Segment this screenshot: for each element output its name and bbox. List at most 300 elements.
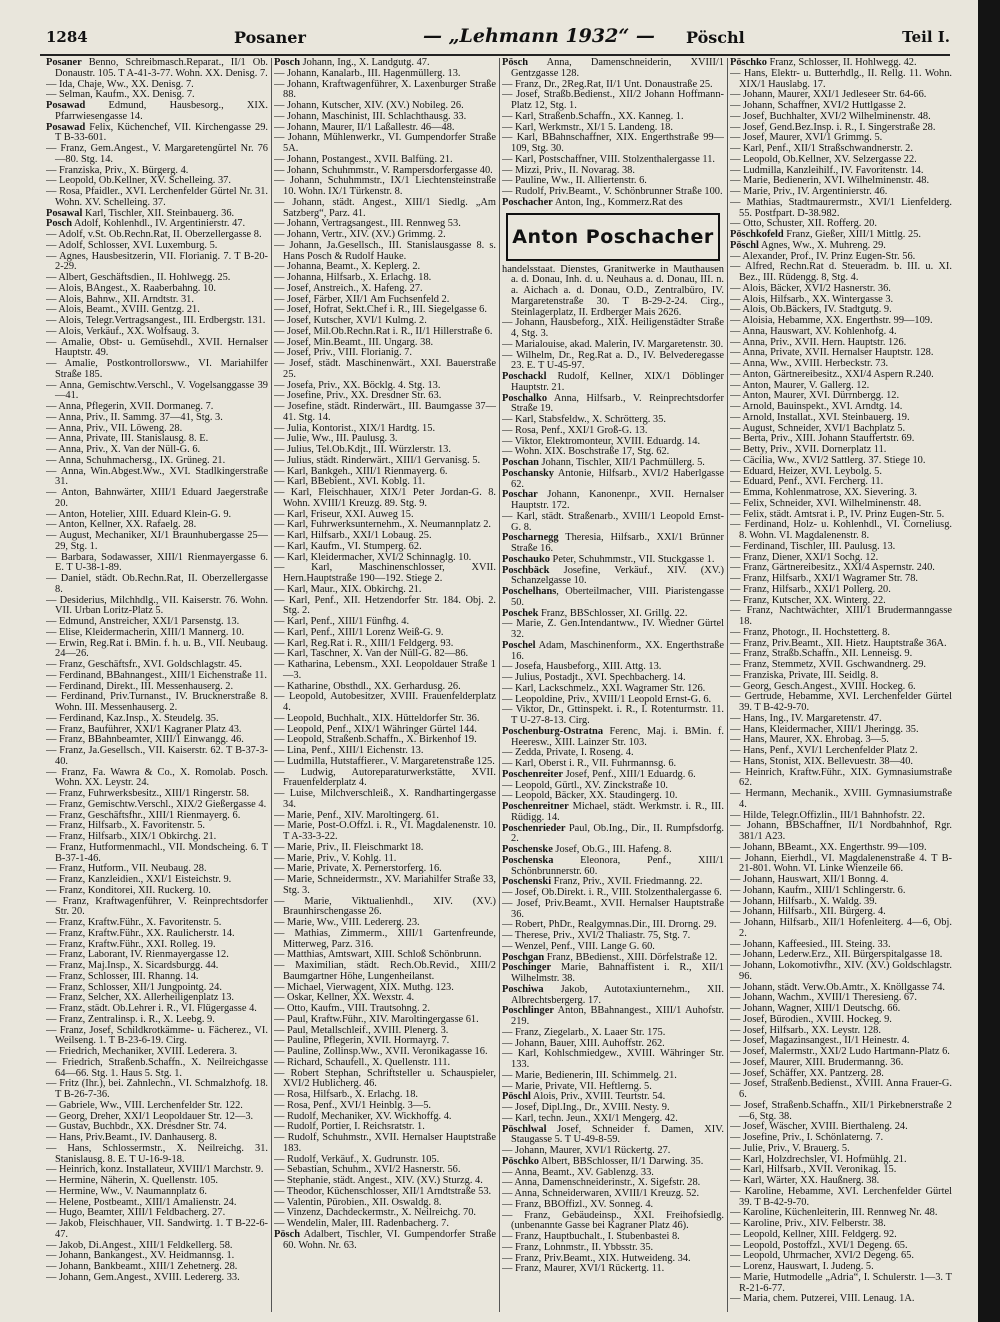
entry-details: — Marie, Viktualienhdl., XIV. (XV.) Braunhirschengasse 26. bbox=[274, 895, 496, 918]
header-first-entry-word: Posaner bbox=[234, 28, 306, 47]
directory-entry bbox=[502, 198, 724, 209]
entry-details: — Therese, Priv., XVI/2 Thaliastr. 75, Stg. 7. bbox=[502, 930, 691, 941]
entry-details: — Wenzel, Penf., VIII. Lange G. 60. bbox=[502, 940, 655, 952]
entry-details: — Emma, Kohlenmatrose, XX. Sievering. 3. bbox=[730, 487, 917, 498]
directory-entry bbox=[730, 768, 952, 790]
entry-details: — Josef, Priv., VIII. Florianig. 7. bbox=[274, 347, 412, 359]
directory-entry bbox=[46, 467, 268, 489]
entry-details: — Johann, Bankbeamt., XIII/1 Zehetnerg. 28. bbox=[46, 1261, 238, 1272]
entry-surname: Pöschl bbox=[502, 1091, 531, 1103]
entry-details: — Lina, Penf., XIII/1 Eichenstr. 13. bbox=[274, 745, 424, 756]
directory-entry bbox=[730, 1101, 952, 1123]
entry-details: — Franz, Gärtnereibesitz., XXI/4 Aspernstr. 240. bbox=[730, 562, 935, 574]
entry-details: — Johann, Ja.Gesellsch., III. Stanislausgasse 8. s. Hans Posch & Rudolf Hauke. bbox=[274, 239, 496, 262]
directory-entry bbox=[46, 123, 268, 145]
entry-surname: Poschek bbox=[502, 607, 539, 619]
publication-title: — „Lehmann 1932“ — bbox=[423, 25, 655, 47]
page-header bbox=[38, 22, 950, 52]
directory-entry bbox=[502, 1211, 724, 1233]
entry-details: — Franz, Hauptbuchalt., I. Stubenbastei 8. bbox=[502, 1231, 680, 1242]
directory-entry bbox=[46, 1079, 268, 1101]
entry-details: — Anna, Priv., X. Van der Nüll-G. 6. bbox=[46, 444, 201, 455]
entry-details: — Leopold, Postoffzl., XVI/1 Degeng. 65. bbox=[730, 1239, 908, 1251]
entry-details: — Johann, Hilfsarb., X. Waldg. 39. bbox=[730, 895, 878, 907]
entry-details: — Anna, Priv., XVII. Hern. Hauptstr. 126. bbox=[730, 336, 907, 348]
entry-details: — Marie, Bedienerin, III. Schimmelg. 21. bbox=[502, 1069, 677, 1081]
entry-details: — Rudolf, Verkäuf., X. Gudrunstr. 105. bbox=[274, 1153, 440, 1165]
entry-details: — Rosa, Penf., XXI/1 Groß-G. 13. bbox=[502, 424, 648, 436]
entry-details: — Hans, Elektr- u. Butterhdlg., II. Rellg. 11. Wohn. XIX/1 Hauslabg. 17. bbox=[730, 67, 952, 90]
entry-details: — Franz, Laborant, IV. Rienmayergasse 12. bbox=[46, 949, 229, 961]
entry-details: — Johanna, Hilfsarb., X. Erlachg. 18. bbox=[274, 272, 432, 283]
directory-entry bbox=[274, 768, 496, 790]
entry-details: — Valentin, Pürobien., XII. Oswaldg. 8. bbox=[274, 1196, 442, 1208]
directory-entry bbox=[502, 469, 724, 491]
directory-entry bbox=[502, 533, 724, 555]
entry-surname: Poschalko bbox=[502, 392, 548, 404]
directory-entry bbox=[502, 824, 724, 846]
entry-details: — Ferdinand, Priv.Turnanst., IV. Brucknerstraße 8. Wohn. III. Messenhauserg. 2. bbox=[46, 691, 268, 713]
entry-surname: Posaner bbox=[46, 58, 82, 68]
entry-details: — Desiderius, Milchhdlg., VII. Kaiserstr. 76. Wohn. VII. Urban Loritz-Platz 5. bbox=[46, 594, 268, 617]
entry-details: — Heinrich, konz. Installateur, XVIII/1 Marchstr. 9. bbox=[46, 1164, 264, 1176]
entry-details: — Amalie, Obst- u. Gemüsehdl., XVII. Hernalser Hauptstr. 49. bbox=[46, 336, 268, 359]
entry-details: — Johann, Maschinist, III. Schlachthausg. 33. bbox=[274, 110, 467, 122]
entry-details: Josef, Ob.G., III. Hafeng. 8. bbox=[552, 844, 672, 855]
entry-details: — Karl, Kaufm., VI. Stumperg. 62. bbox=[274, 540, 422, 552]
entry-details: — Stephanie, städt. Angest., XIV. (XV.) Sturzg. 4. bbox=[274, 1175, 483, 1186]
directory-entry bbox=[502, 566, 724, 588]
directory-entry bbox=[730, 821, 952, 843]
entry-details: — Georg, Dreher, XXI/1 Leopoldauer Str. 12—3. bbox=[46, 1110, 254, 1122]
entry-surname: Poschenreiter bbox=[502, 768, 563, 780]
entry-details: — Franz, Schlosser, XII/1 Jungpointg. 24. bbox=[46, 981, 222, 993]
entry-details: — Arnold, Bauinspekt., XVI. Arndtg. 14. bbox=[730, 401, 903, 412]
entry-details: — Anna, Private, III. Stanislausg. 8. E. bbox=[46, 433, 209, 445]
entry-details: — Karl, städt. Straßenarb., XVIII/1 Leopold Ernst-G. 8. bbox=[502, 510, 724, 533]
directory-entry bbox=[502, 512, 724, 534]
directory-entry bbox=[502, 58, 724, 80]
entry-details: Antonie, Hilfsarb., XVI/2 Haberlgasse 62. bbox=[511, 467, 724, 490]
entry-details: — Rudolf, Mechaniker, XV. Wickhoffg. 4. bbox=[274, 1110, 452, 1122]
entry-details: Franz, Priv., XVII. Friedmanng. 22. bbox=[551, 876, 703, 888]
entry-details: — Alois, Bahnw., XII. Arndtstr. 31. bbox=[46, 293, 194, 305]
entry-details: — Franz, Gem.Angest., V. Margaretengürtel Nr. 76—80. Stg. 14. bbox=[46, 143, 268, 165]
directory-entry bbox=[46, 144, 268, 166]
entry-details: — Alois, Bäcker, XVI/2 Hasnerstr. 36. bbox=[730, 282, 891, 294]
entry-details: — Alois, Hilfsarb., XX. Wintergasse 3. bbox=[730, 293, 894, 305]
entry-details: — Karl, Penf., XII/1 Straßschwandnerstr. 2. bbox=[730, 143, 913, 154]
entry-details: — Johann, Kraftwagenführer, X. Laxenburger Straße 88. bbox=[274, 78, 496, 101]
entry-details: — Franz, BBahnbeamter, XIII/1 Einwangg. 46. bbox=[46, 734, 244, 746]
directory-entry bbox=[502, 1264, 724, 1275]
entry-details: — Hermine, Ww., V. Naumannplatz 6. bbox=[46, 1185, 207, 1197]
entry-details: — Karl, Bankgeh., XIII/1 Rienmayerg. 6. bbox=[274, 465, 448, 477]
entry-details: — Josef, Wäscher, XVIII. Bierthaleng. 24. bbox=[730, 1121, 908, 1133]
entry-details: — Johann, städt. Angest., XIII/1 Siedlg. „Am Satzberg“, Parz. 41. bbox=[274, 196, 496, 219]
entry-details: — Franz, Priv.Beamt., XIX. Hutweideng. 34. bbox=[502, 1252, 691, 1264]
entry-details: Marie, Bahnaffistent i. R., XII/1 Wilhelmstr. 38. bbox=[511, 962, 724, 984]
entry-details: — Johann, Wachm., XVIII/1 Theresieng. 67. bbox=[730, 992, 917, 1004]
entry-details: Ferenc, Maj. i. BMin. f. Heeresw., XIII. Lainzer Str. 103. bbox=[511, 725, 724, 748]
entry-details: — Franz, Gebäudeinsp., XXI. Freihofsiedlg. (unbenannte Gasse bei Kagraner Platz 46). bbox=[502, 1209, 724, 1232]
entry-details: — Johann, Gem.Angest., XVIII. Ledererg. 33. bbox=[46, 1271, 240, 1283]
entry-details: — Theodor, Küchenschlosser, XII/1 Arndtstraße 53. bbox=[274, 1185, 492, 1197]
entry-details: — Matthias, Amtswart, XIII. Schloß Schönbrunn. bbox=[274, 949, 482, 961]
directory-entry bbox=[274, 789, 496, 811]
entry-details: — Otto, Kaufm., VIII. Trautsohng. 2. bbox=[274, 1003, 430, 1014]
entry-details: — Karl, Stabsfeldw., X. Schrötterg. 35. bbox=[502, 414, 666, 425]
entry-details: — Karl, Wärter, XX. Haußnerg. 38. bbox=[730, 1175, 880, 1186]
entry-details: — Marie, Ww., VIII. Ledererg. 23. bbox=[274, 917, 420, 928]
entry-details: — Friedrich, Straßenb.Schaffn., X. Neilreichgasse 64—66. Stg. 1. Haus 5. Stg. 1. bbox=[46, 1056, 268, 1079]
entry-surname: Poschinger bbox=[502, 962, 552, 974]
column-2 bbox=[274, 58, 496, 1316]
entry-details: — Josef, Schäffer, XX. Pantzerg. 28. bbox=[730, 1067, 884, 1079]
entry-details: — Hans, Schlossermstr., X. Neilreichg. 31. Stanislausg. 8. E. T U-16-9-18. bbox=[46, 1142, 268, 1165]
entry-details: Felix, Küchenchef, VII. Kirchengasse 29. T B-33-601. bbox=[55, 121, 268, 144]
entry-details: — Anna, Pflegerin, XVII. Dormaneg. 7. bbox=[46, 401, 214, 412]
entry-details: — Georg, Gesch.Angest., XVIII. Hockeg. 6. bbox=[730, 680, 916, 692]
directory-entry bbox=[730, 1294, 952, 1305]
directory-entry bbox=[502, 619, 724, 641]
column-1 bbox=[46, 58, 268, 1316]
entry-details: — Leopold, Straßenb.Schaffn., X. Birkenhof 19. bbox=[274, 734, 477, 746]
entry-details: — Elise, Kleidermacherin, XIII/1 Mannerg. 10. bbox=[46, 626, 245, 638]
entry-details: Karl, Tischler, XII. Steinbauerg. 36. bbox=[82, 207, 235, 219]
entry-details: — Luise, Milchverschleiß., X. Randhartingergasse 34. bbox=[274, 788, 496, 810]
entry-details: — Adolf, Schlosser, XVI. Luxemburg. 5. bbox=[46, 239, 218, 251]
entry-details: — Jakob, Fleischhauer, VII. Sandwirtg. 1. T B-22-6-47. bbox=[46, 1218, 268, 1240]
entry-details: — Franz, Ja.Gesellsch., VII. Kaiserstr. 62. T B-37-3-40. bbox=[46, 745, 268, 767]
page-number: 1284 bbox=[46, 28, 88, 46]
entry-details: — Paul, Metallschleif., XVIII. Plenerg. 3. bbox=[274, 1024, 449, 1036]
directory-entry bbox=[502, 802, 724, 824]
entry-details: — Karl, Penf., XIII/1 Fünfhg. 4. bbox=[274, 616, 410, 627]
directory-entry bbox=[730, 262, 952, 284]
entry-surname: Poschauko bbox=[502, 553, 550, 565]
entry-surname: Poschenski bbox=[502, 876, 552, 888]
entry-details: — Anna, Win.Abgest.Ww., XVI. Stadlkingerstraße 31. bbox=[46, 465, 268, 488]
entry-details: — Hugo, Beamter, XIII/1 Feldbacherg. 27. bbox=[46, 1207, 226, 1219]
directory-entry bbox=[274, 359, 496, 381]
entry-surname: Poschlinger bbox=[502, 1005, 554, 1017]
entry-details: — Pauline, Zollinsp.Ww., XVII. Veronikagasse 16. bbox=[274, 1046, 488, 1057]
entry-details: — Karl, Fleischhauer, XIX/1 Peter Jordan-G. 8. Wohn. XVIII/1 Kreuzg. 89. Stg. 9. bbox=[274, 487, 496, 509]
entry-details: — Michael, Vierwagent, XIX. Muthg. 123. bbox=[274, 981, 454, 993]
entry-details: — Franz, Zentralinsp. i. R., X. Leebg. 9. bbox=[46, 1013, 215, 1025]
directory-entry bbox=[502, 641, 724, 663]
entry-details: — Franz, Stemmetz, XVII. Gschwandnerg. 29. bbox=[730, 659, 927, 670]
entry-details: — Maria, chem. Putzerei, VIII. Lenaug. 1A. bbox=[730, 1293, 915, 1305]
entry-details: — Karl, Maschinenschlosser, XVII. Hern.Hauptstraße 190—192. Stiege 2. bbox=[274, 562, 496, 584]
entry-details: Alois, Priv., XVIII. Teurtstr. 54. bbox=[530, 1091, 666, 1103]
entry-details: Paul, Ob.Ing., Dir., II. Rumpfsdorfg. 2. bbox=[511, 822, 724, 845]
entry-details: — Oskar, Kellner, XX. Wexstr. 4. bbox=[274, 992, 415, 1004]
directory-entry bbox=[730, 854, 952, 876]
directory-entry bbox=[502, 372, 724, 394]
directory-entry bbox=[502, 1006, 724, 1028]
column-divider bbox=[727, 58, 728, 1312]
entry-details: Edmund, Hausbesorg., XIX. Pfarrwiesengasse 14. bbox=[55, 100, 268, 122]
entry-details: — Hans, Penf., XVI/1 Lerchenfelder Platz 2. bbox=[730, 745, 918, 756]
entry-details: — Karl, Lackschmelz., XXI. Wagramer Str. 126. bbox=[502, 682, 706, 694]
directory-entry bbox=[46, 843, 268, 865]
entry-details: — Johann, Kanalarb., III. Hagenmüllerg. 13. bbox=[274, 67, 461, 79]
entry-surname: Pöschko bbox=[730, 58, 767, 68]
directory-entry bbox=[274, 1133, 496, 1155]
entry-details: — Josef, Kutscher, XVI/1 Kulmg. 2. bbox=[274, 315, 427, 326]
entry-details: — Josef, Straßenb.Schaffn., XII/1 Pirkebnerstraße 2—6, Stg. 38. bbox=[730, 1099, 952, 1122]
directory-entry bbox=[46, 381, 268, 403]
entry-details: — Johann, Schaffner, XVI/2 Huttlgasse 2. bbox=[730, 100, 907, 111]
entry-details: — Barbara, Sodawasser, XIII/1 Rienmayergasse 6. E. T U-38-1-89. bbox=[46, 551, 268, 574]
entry-details: — Johann, Bauer, XIII. Auhoffstr. 262. bbox=[502, 1037, 665, 1049]
entry-details: — Alois, Telegr.Vertragsangest., III. Erdbergstr. 131. bbox=[46, 315, 266, 326]
entry-details: — Josefine, Priv., I. Schönlaterng. 7. bbox=[730, 1132, 884, 1143]
directory-entry bbox=[46, 692, 268, 714]
entry-details: — Karoline, Priv., XIV. Felberstr. 38. bbox=[730, 1218, 886, 1229]
entry-details: — Franz, Geschäftsfhr., XIII/1 Rienmayerg. 6. bbox=[46, 809, 241, 821]
entry-details: — Josef, Min.Beamt., III. Ungarg. 38. bbox=[274, 336, 434, 348]
scan-dark-edge bbox=[978, 0, 1000, 1322]
entry-details: — Franz, Kraftw.Führ., XX. Raulicherstr. 14. bbox=[46, 927, 235, 939]
directory-entry bbox=[46, 488, 268, 510]
entry-details: — Katharine, Obsthdl., XX. Gerhardusg. 26. bbox=[274, 680, 461, 692]
entry-surname: Pösch bbox=[502, 58, 528, 68]
entry-details: — Leopold, Buchhalt., XIX. Hütteldorfer Str. 36. bbox=[274, 712, 480, 724]
entry-details: — Rudolf, Schuhmstr., XVII. Hernalser Hauptstraße 183. bbox=[274, 1132, 496, 1154]
entry-details: — Franz, BBOffizl., XV. Sonneg. 4. bbox=[502, 1198, 654, 1210]
entry-details: — Zedda, Private, I. Roseng. 4. bbox=[502, 747, 634, 759]
directory-entry bbox=[502, 1049, 724, 1071]
entry-details: — Pauline, Pflegerin, XVII. Hormayrg. 7. bbox=[274, 1035, 450, 1047]
entry-details: — Franz, Maurer, XVI/1 Rückertg. 11. bbox=[502, 1263, 665, 1275]
entry-details: — Sebastian, Schuhm., XVI/2 Hasnerstr. 56. bbox=[274, 1164, 461, 1176]
entry-details: — Ludwig, Autoreparaturwerkstätte, XVII. Frauenfelderplatz 4. bbox=[274, 766, 496, 789]
entry-surname: Poschiwa bbox=[502, 983, 544, 995]
entry-details: — Hans, Priv.Beamt., IV. Danhauserg. 8. bbox=[46, 1132, 217, 1143]
entry-details: — Ludmilla, Hutstaffierer., V. Margaretenstraße 125. bbox=[274, 755, 495, 767]
entry-details: — Anton, Hotelier, XIII. Eduard Klein-G. 9. bbox=[46, 508, 232, 520]
entry-surname: Posawad bbox=[46, 100, 86, 111]
entry-details: — Julie, Ww., III. Paulusg. 3. bbox=[274, 433, 398, 445]
directory-entry bbox=[502, 705, 724, 727]
entry-surname: Poschenske bbox=[502, 844, 553, 855]
entry-details: — Aloisia, Hebamme, XX. Engerthstr. 99—109. bbox=[730, 315, 933, 326]
entry-details: — Jakob, Di.Angest., XIII/1 Feldkellerg. 58. bbox=[46, 1239, 233, 1251]
entry-details: — Karl, Maur., XIX. Obkirchg. 21. bbox=[274, 583, 422, 595]
entry-details: — Franziska, Private, III. Seidlg. 8. bbox=[730, 669, 879, 681]
entry-details: — Franz, Maj.Insp., X. Sicardsburgg. 44. bbox=[46, 960, 219, 971]
entry-surname: Poschelhans bbox=[502, 586, 557, 597]
entry-details: Adam, Maschinenform., XX. Engerthstraße 16. bbox=[511, 639, 724, 662]
directory-entry bbox=[502, 490, 724, 512]
entry-details: — Anton, Maurer, XVI. Dürrnbergg. 12. bbox=[730, 390, 900, 402]
entry-details: — Paul, Kraftw.Führ., XIV. Maroltingergasse 61. bbox=[274, 1013, 479, 1025]
entry-details: — Rosa, Penf., XVI/1 Heinblg. 3—5. bbox=[274, 1099, 432, 1111]
entry-details: Theresia, Hilfsarb., XXI/1 Brünner Straße 16. bbox=[511, 532, 724, 554]
entry-surname: Poschgan bbox=[502, 951, 545, 963]
entry-details: — Marie, Private, X. Pernerstorferg. 16. bbox=[274, 863, 442, 875]
entry-details: — Josef, Straßb.Bedienst., XII/2 Johann Hoffmann-Platz 12, Stg. 1. bbox=[502, 89, 724, 111]
directory-entry bbox=[46, 338, 268, 360]
entry-details: — Karl, Fuhrwerksunternehm., X. Neumannplatz 2. bbox=[274, 519, 491, 531]
entry-details: — Leopold, Penf., XIX/1 Währinger Gürtel 144. bbox=[274, 723, 477, 735]
entry-details: — Karl, Postschaffner, VIII. Stolzenthalergasse 11. bbox=[502, 153, 716, 165]
entry-details: — Josefa, Priv., XX. Böcklg. 4. Stg. 13. bbox=[274, 379, 441, 391]
entry-details: — Franz, Diener, XXI/1 Sochg. 12. bbox=[730, 551, 879, 563]
entry-details: — Hans, Kleidermacher, XIII/1 Jheringg. 35. bbox=[730, 723, 919, 735]
entry-details: — Berta, Priv., XIII. Johann Stauffertstr. 69. bbox=[730, 433, 915, 445]
entry-surname: Pöschko bbox=[502, 1155, 539, 1167]
entry-details: — Viktor, Dr., Gttinspekt. i. R., I. Rotenturmstr. 11. T U-27-8-13. Cirg. bbox=[502, 704, 724, 726]
directory-entry bbox=[730, 692, 952, 714]
directory-entry bbox=[274, 692, 496, 714]
entry-details: — Johann, städt. Verw.Ob.Amtr., X. Knöllgasse 74. bbox=[730, 981, 946, 993]
directory-entry bbox=[46, 1026, 268, 1048]
directory-entry bbox=[46, 1058, 268, 1080]
entry-details: — Karl, Kleidermacher, XVI/2 Schinnaglg. 10. bbox=[274, 551, 472, 563]
directory-entry bbox=[502, 133, 724, 155]
header-last-entry-word: Pöschl bbox=[686, 28, 745, 47]
entry-surname: Posawad bbox=[46, 121, 86, 133]
entry-details: — Johann, Kaufm., XIII/1 Schlingerstr. 6. bbox=[730, 884, 906, 896]
entry-details: — Franz, Hutform., VII. Neubaug. 28. bbox=[46, 863, 207, 875]
entry-details: — Julius, städt. Rinderwärt., XIII/1 Gervanisg. 5. bbox=[274, 454, 481, 466]
entry-details: — Rosa, Hilfsarb., X. Erlachg. 18. bbox=[274, 1089, 418, 1100]
entry-details: — Robert, PhDr., Realgymnas.Dir., III. Drorng. 29. bbox=[502, 919, 717, 931]
entry-surname: Poschenrieder bbox=[502, 822, 566, 834]
entry-details: — Otto, Schuster, XII. Rofferg. 20. bbox=[730, 218, 877, 230]
entry-details: — Betty, Priv., XVII. Dornerplatz 11. bbox=[730, 444, 887, 455]
directory-entry bbox=[730, 961, 952, 983]
directory-entry bbox=[274, 875, 496, 897]
entry-details: — Alois, Ob.Bäckers, IV. Stadtgutg. 9. bbox=[730, 304, 892, 316]
entry-details: — Franz, Straßb.Schaffn., XII. Lenneisg. 9. bbox=[730, 648, 913, 660]
entry-details: — Leopold, Kellner, XIII. Feldgerg. 92. bbox=[730, 1228, 897, 1240]
entry-details: — Katharina, Lebensm., XXI. Leopoldauer Straße 1—3. bbox=[274, 659, 496, 681]
column-3 bbox=[502, 58, 724, 1316]
entry-details: — Josef, städt. Maschinenwärt., XXI. Bauerstraße 25. bbox=[274, 358, 496, 380]
column-4 bbox=[730, 58, 952, 1316]
directory-entry bbox=[274, 821, 496, 843]
entry-details: — Karl, Straßenb.Schaffn., XX. Kanneg. 1. bbox=[502, 110, 684, 122]
entry-details: — Johann, Vertr., XIV. (XV.) Grimmg. 2. bbox=[274, 229, 446, 240]
entry-details: — Karl, Taschner, X. Van der Nüll-G. 82—86. bbox=[274, 648, 469, 660]
entry-details: Franz, Gießer, XIII/1 Mittlg. 25. bbox=[783, 229, 921, 240]
entry-details: — Heinrich, Kraftw.Führ., XIX. Gymnasiumstraße 62. bbox=[730, 766, 952, 789]
entry-details: — Johann, Schuhmmstr., IX/1 Liechtensteinstraße 10. Wohn. IX/1 Türkenstr. 8. bbox=[274, 175, 496, 197]
entry-details: — Franz, Nachtwächter, XIII/1 Brudermanngasse 18. bbox=[730, 605, 952, 627]
entry-details: — Josef, Dipl.Ing., Dr., XVIII. Nesty. 9. bbox=[502, 1102, 670, 1113]
entry-details: — Ferdinand, Kaz.Insp., X. Steudelg. 35. bbox=[46, 712, 219, 724]
entry-details: Albert, BBSchlosser, II/1 Darwing. 35. bbox=[538, 1155, 704, 1167]
entry-details: — Friedrich, Mechaniker, XVIII. Lederera. 3. bbox=[46, 1046, 238, 1057]
entry-details: — Franz, Fuhrwerksbesitz., XIII/1 Ringerstr. 58. bbox=[46, 788, 250, 799]
directory-entry bbox=[274, 1230, 496, 1252]
entry-details: — Vinzenz, Dachdeckermstr., X. Neilreichg. 70. bbox=[274, 1207, 477, 1219]
entry-details: — Ferdinand, Direkt., III. Messenhauserg. 2. bbox=[46, 680, 234, 692]
entry-details: Jakob, Autotaxiunternehm., XII. Albrechtsbergerg. 17. bbox=[511, 983, 724, 1006]
directory-entry bbox=[46, 1144, 268, 1166]
entry-details: — Franz, Josef, Schildkrotkämme- u. Fächerez., VI. Weilseng. 1. T B-23-6-19. Cirg. bbox=[46, 1024, 268, 1047]
entry-details: — Ludmilla, Kanzleihilf., IV. Favoritenstr. 14. bbox=[730, 164, 924, 176]
directory-entry bbox=[46, 574, 268, 596]
entry-details: — Rudolf, Priv.Beamt., V. Schönbrunner Straße 100. bbox=[502, 186, 723, 197]
entry-details: — Josef, Priv.Beamt., XVII. Hernalser Hauptstraße 36. bbox=[502, 897, 724, 920]
entry-details: — Franz, Kraftw.Führ., XXI. Rolleg. 19. bbox=[46, 938, 216, 950]
entry-details: — Marie, Priv., V. Kohlg. 11. bbox=[274, 852, 397, 864]
directory-entry bbox=[502, 985, 724, 1007]
entry-surname: Posawal bbox=[46, 207, 83, 219]
entry-details: — Karl, Hilfsarb., XXI/1 Lobaug. 25. bbox=[274, 530, 432, 541]
entry-details: — Josef, Maurer, XIII. Brudermanng. 36. bbox=[730, 1056, 904, 1068]
entry-details: Johann, Tischler, XII/1 Pachmüllerg. 5. bbox=[538, 457, 705, 468]
entry-details: — Marie, Z. Gen.Intendantww., IV. Wiedner Gürtel 32. bbox=[502, 618, 724, 640]
entry-details: — Hermann, Mechanik., XVIII. Gymnasiumstraße 4. bbox=[730, 788, 952, 810]
entry-details: — Josef, Buchhalter, XVI/2 Wilhelminenstr. 48. bbox=[730, 110, 931, 122]
entry-details: — Alois, Verkäuf., XX. Wolfsaug. 3. bbox=[46, 325, 200, 337]
entry-details: — Marie, Priv., II. Fleischmarkt 18. bbox=[274, 841, 424, 853]
entry-details: — Leopold, Ob.Kellner, XV. Selzergasse 22. bbox=[730, 153, 917, 165]
entry-details: — August, Mechaniker, XI/1 Braunhubergasse 25—29, Stg. 1. bbox=[46, 530, 268, 552]
entry-details: Josef, Schneider f. Damen, XIV. Staugasse 5. T U-49-8-59. bbox=[511, 1123, 724, 1146]
directory-entry bbox=[46, 1219, 268, 1241]
entry-details: — Johann, Hauswart, XII/1 Bonng. 4. bbox=[730, 874, 889, 885]
entry-details: — Franz, Geschäftsfr., XVI. Goldschlagstr. 45. bbox=[46, 659, 242, 670]
directory-entry bbox=[274, 402, 496, 424]
entry-details: — Anna, Hauswart, XV. Kohlenhofg. 4. bbox=[730, 325, 897, 337]
entry-details: — Leopold, Autobesitzer, XVIII. Frauenfelderplatz 4. bbox=[274, 691, 496, 713]
entry-details: — Johann, BBSchaffner, II/1 Nordbahnhof, Rgr. 381/1 A23. bbox=[730, 820, 952, 842]
directory-entry bbox=[502, 90, 724, 112]
entry-details: — Franz, Priv.Beamt., XII. Hietz. Hauptstraße 36A. bbox=[730, 637, 947, 649]
entry-details: Adalbert, Tischler, VI. Gumpendorfer Straße 60. Wohn. Nr. 63. bbox=[283, 1228, 496, 1251]
directory-entry bbox=[274, 596, 496, 618]
entry-details: — Rosa, Pfaidler., XVI. Lerchenfelder Gürtel Nr. 31. Wohn. XV. Schelleing. 37. bbox=[46, 186, 268, 208]
entry-details: — Felix, Schneider, XVI. Wilhelminenstr. 48. bbox=[730, 497, 922, 509]
entry-details: — Franz, städt. Ob.Lehrer i. R., VI. Flügergasse 4. bbox=[46, 1003, 257, 1014]
entry-surname: Posch bbox=[46, 218, 72, 230]
directory-entry bbox=[274, 1069, 496, 1091]
entry-details: — Alois, BAngest., X. Raaberbahng. 10. bbox=[46, 282, 216, 294]
entry-details: handelsstaat. Dienstes, Granitwerke in Mauthausen a. d. Donau, Inh. d. u. Neuhaus a. d. Donau, III. n. a. Aichach a. d. Donau, O.D., Zentralbüro, IV. Margaretenstraße 30. T B-29-2-24. Cirg., Steinlagerplatz, II. Erdberger Mais 2626. bbox=[502, 263, 724, 318]
entry-details: — Franz, Hilfsarb., X. Favoritenstr. 5. bbox=[46, 820, 206, 832]
entry-details: Franz, BBSchlosser, XI. Grillg. 22. bbox=[538, 607, 688, 619]
entry-details: — Franziska, Priv., X. Bürgerg. 4. bbox=[46, 164, 189, 176]
directory-entry bbox=[46, 897, 268, 919]
entry-details: — Johann, Kaffeesied., III. Steing. 33. bbox=[730, 938, 891, 950]
entry-details: — Karl, techn. Jeun., XXI/1 Mengerg. 42. bbox=[502, 1112, 678, 1124]
entry-surname: Posch bbox=[274, 58, 300, 68]
entry-details: — Mizzi, Priv., II. Novarag. 38. bbox=[502, 164, 635, 176]
entry-details: — Franz, Gemischtw.Verschl., XIX/2 Gießergasse 4. bbox=[46, 798, 267, 810]
entry-surname: Poschenska bbox=[502, 854, 554, 866]
entry-details: — Leopoldine, Priv., XVIII/1 Leopold Ernst-G. 6. bbox=[502, 693, 712, 705]
entry-details: — Johann, Lederw.Erz., XII. Bürgerspitalgasse 18. bbox=[730, 949, 943, 961]
entry-details: Eleonora, Penf., XIII/1 Schönbrunnerstr. 60. bbox=[511, 854, 724, 877]
entry-details: — Karl, Hilfsarb., XVII. Veronikag. 15. bbox=[730, 1164, 897, 1176]
entry-details: — Mathias, Zimmerm., XIII/1 Gartenfreunde, Mitterweg, Parz. 316. bbox=[274, 927, 496, 950]
directory-entry bbox=[502, 318, 724, 340]
entry-details: — Marialouise, akad. Malerin, IV. Margaretenstr. 30. bbox=[502, 338, 724, 350]
column-divider bbox=[271, 58, 272, 1312]
entry-details: — Ferdinand, Tischler, III. Paulusg. 13. bbox=[730, 540, 896, 552]
entry-details: — Johann, Bankangest., XV. Heidmannsg. 1. bbox=[46, 1250, 235, 1262]
directory-entry bbox=[274, 198, 496, 220]
entry-details: — Johann, Maurer, XVI/1 Rückertg. 27. bbox=[502, 1145, 671, 1156]
